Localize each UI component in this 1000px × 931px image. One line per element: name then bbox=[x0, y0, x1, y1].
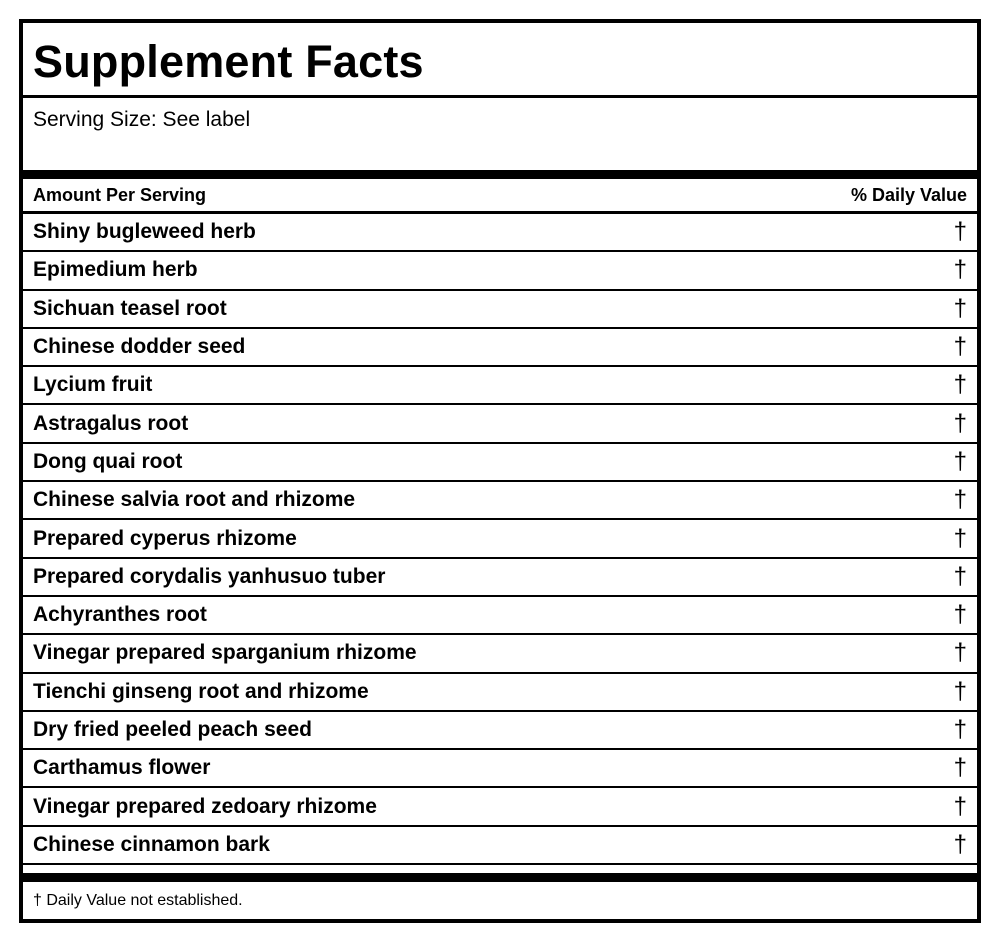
ingredient-row bbox=[23, 597, 977, 635]
daily-value-dagger: † bbox=[953, 677, 967, 705]
daily-value-dagger: † bbox=[953, 830, 967, 858]
daily-value-dagger: † bbox=[953, 601, 967, 629]
ingredient-row bbox=[23, 252, 977, 290]
ingredient-row bbox=[23, 444, 977, 482]
ingredient-name: Shiny bugleweed herb bbox=[33, 220, 256, 244]
ingredient-row bbox=[23, 520, 977, 558]
ingredient-name: Prepared corydalis yanhusuo tuber bbox=[33, 564, 386, 588]
thick-divider-bottom bbox=[23, 873, 977, 882]
daily-value-dagger: † bbox=[953, 716, 967, 743]
column-header-row bbox=[23, 179, 977, 214]
daily-value-dagger: † bbox=[953, 639, 967, 667]
ingredient-name: Lycium fruit bbox=[33, 373, 153, 397]
footnote: † Daily Value not established. bbox=[33, 892, 243, 910]
ingredient-row bbox=[23, 827, 977, 865]
ingredient-row bbox=[23, 291, 977, 329]
ingredient-row bbox=[23, 329, 977, 367]
panel-title: Supplement Facts bbox=[23, 23, 977, 98]
ingredient-row bbox=[23, 559, 977, 597]
supplement-facts-panel bbox=[19, 19, 981, 923]
ingredient-row bbox=[23, 367, 977, 405]
ingredient-row bbox=[23, 712, 977, 750]
daily-value-dagger: † bbox=[953, 409, 967, 437]
ingredient-name: Epimedium herb bbox=[33, 258, 198, 282]
ingredient-row bbox=[23, 635, 977, 673]
ingredient-list bbox=[23, 214, 977, 865]
ingredient-name: Tienchi ginseng root and rhizome bbox=[33, 679, 369, 703]
ingredient-name: Vinegar prepared sparganium rhizome bbox=[33, 641, 417, 665]
ingredient-row bbox=[23, 482, 977, 520]
daily-value-dagger: † bbox=[953, 447, 967, 475]
amount-per-serving-label: Amount Per Serving bbox=[33, 184, 207, 205]
ingredient-name: Sichuan teasel root bbox=[33, 296, 227, 320]
thick-divider bbox=[23, 170, 977, 179]
daily-value-dagger: † bbox=[953, 486, 967, 514]
daily-value-dagger: † bbox=[953, 792, 967, 820]
ingredient-name: Achyranthes root bbox=[33, 603, 207, 627]
daily-value-dagger: † bbox=[953, 524, 967, 552]
ingredient-name: Carthamus flower bbox=[33, 756, 211, 780]
ingredient-name: Prepared cyperus rhizome bbox=[33, 526, 297, 550]
daily-value-dagger: † bbox=[953, 218, 967, 246]
daily-value-dagger: † bbox=[953, 333, 967, 361]
daily-value-label: % Daily Value bbox=[850, 184, 967, 205]
serving-size: Serving Size: See label bbox=[33, 108, 251, 131]
ingredient-row bbox=[23, 750, 977, 788]
daily-value-dagger: † bbox=[953, 294, 967, 322]
ingredient-name: Chinese cinnamon bark bbox=[33, 832, 270, 856]
daily-value-dagger: † bbox=[953, 562, 967, 590]
daily-value-dagger: † bbox=[953, 371, 967, 399]
ingredient-row bbox=[23, 214, 977, 252]
ingredient-name: Dong quai root bbox=[33, 449, 183, 473]
ingredient-row bbox=[23, 405, 977, 443]
spacer bbox=[23, 865, 977, 873]
daily-value-dagger: † bbox=[953, 754, 967, 782]
ingredient-name: Vinegar prepared zedoary rhizome bbox=[33, 794, 377, 818]
ingredient-name: Astragalus root bbox=[33, 411, 189, 435]
ingredient-name: Chinese dodder seed bbox=[33, 335, 246, 359]
ingredient-row bbox=[23, 788, 977, 826]
ingredient-row bbox=[23, 674, 977, 712]
daily-value-dagger: † bbox=[953, 256, 967, 284]
ingredient-name: Chinese salvia root and rhizome bbox=[33, 488, 356, 512]
ingredient-name: Dry fried peeled peach seed bbox=[33, 718, 312, 741]
